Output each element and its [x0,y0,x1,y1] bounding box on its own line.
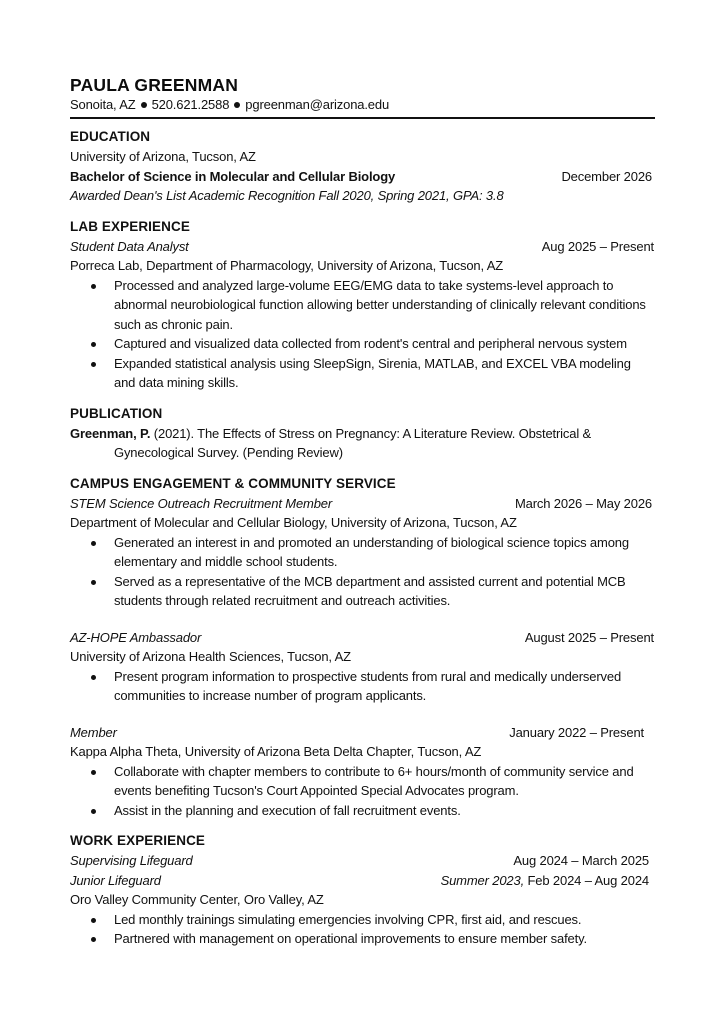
bullet-icon [91,770,96,775]
list-item: Led monthly trainings simulating emergencies involving CPR, first aid, and rescues. [70,910,654,930]
bullet-icon [91,675,96,680]
list-item: Expanded statistical analysis using SleepSign, Sirenia, MATLAB, and EXCEL VBA modeling and data mining skills. [70,354,654,393]
lab-date: Aug 2025 – Present [541,238,654,254]
list-item: Present program information to prospective students from rural and medically underserved communities to increase number of program applicants. [70,667,654,706]
spacer [70,706,654,723]
campus-role: STEM Science Outreach Recruitment Member [70,495,333,511]
header-divider [70,117,655,119]
work-role: Supervising Lifeguard [70,853,193,868]
campus-date: January 2022 – Present [509,724,644,740]
list-item: Partnered with management on operational improvements to ensure member safety. [70,929,654,949]
phone: 520.621.2588 [151,97,230,112]
work-org: Oro Valley Community Center, Oro Valley, AZ [70,892,324,907]
candidate-name: PAULA GREENMAN [70,75,239,95]
bullet-icon [91,342,96,347]
list-item: Collaborate with chapter members to contribute to 6+ hours/month of community service and events benefiting Tucson's Court Appointed Special Advocates program. [70,762,654,801]
lab-bullets [70,276,654,393]
campus-bullets [70,533,654,611]
campus-entry-header [70,723,654,743]
campus-date: August 2025 – Present [524,629,654,645]
education-degree: Bachelor of Science in Molecular and Cellular Biology [70,168,396,184]
campus-role: AZ-HOPE Ambassador [70,629,202,645]
bullet-separator-icon [141,102,147,108]
work-bullets [70,910,654,949]
section-title-campus-engagement: CAMPUS ENGAGEMENT & COMMUNITY SERVICE [70,475,396,491]
bullet-separator-icon [234,102,240,108]
bullet-icon [91,284,96,289]
publication-citation [70,424,654,463]
bullet-icon [91,580,96,585]
work-role: Junior Lifeguard [70,872,161,888]
education-honors: Awarded Dean's List Academic Recognition Fall 2020, Spring 2021, GPA: 3.8 [70,188,504,203]
bullet-icon [91,809,96,814]
work-date [441,871,654,891]
location: Sonoita, AZ [70,97,136,112]
section-title-education: EDUCATION [70,129,151,144]
work-role-row [70,851,654,871]
list-item: Captured and visualized data collected from rodent's central and peripheral nervous system [70,334,654,354]
spacer [70,611,654,628]
resume-page [70,74,654,949]
bullet-icon [91,362,96,367]
campus-bullets [70,762,654,821]
section-title-publication: PUBLICATION [70,405,163,421]
section-title-work-experience: WORK EXPERIENCE [70,833,206,848]
work-date-italic: Summer 2023, [440,872,525,888]
education-degree-row [70,167,654,187]
education-school: University of Arizona, Tucson, AZ [70,149,256,164]
lab-entry-header [70,237,654,257]
work-date-range: Feb 2024 – Aug 2024 [524,872,649,888]
section-title-lab-experience: LAB EXPERIENCE [70,218,190,234]
campus-date: March 2026 – May 2026 [514,495,652,511]
bullet-icon [91,541,96,546]
contact-line [70,96,654,114]
publication-author: Greenman, P. [70,425,151,441]
campus-role: Member [70,724,117,740]
lab-role: Student Data Analyst [70,238,189,254]
list-item: Served as a representative of the MCB department and assisted current and potential MCB students through related recruitment and outreach activities. [70,572,654,611]
bullet-icon [91,918,96,923]
lab-org: Porreca Lab, Department of Pharmacology, University of Arizona, Tucson, AZ [70,258,504,273]
education-date: December 2026 [561,168,652,184]
campus-org: University of Arizona Health Sciences, Tucson, AZ [70,649,351,664]
list-item: Generated an interest in and promoted an understanding of biological science topics among elementary and middle school students. [70,533,654,572]
campus-bullets [70,667,654,706]
work-role-row [70,871,654,891]
work-date: Aug 2024 – March 2025 [513,853,649,868]
publication-text: (2021). The Effects of Stress on Pregnancy: A Literature Review. Obstetrical & Gynecological Survey. (Pending Review) [114,425,592,460]
campus-entry-header [70,494,654,514]
campus-entry-header [70,628,654,648]
list-item: Assist in the planning and execution of fall recruitment events. [70,801,654,821]
campus-org: Kappa Alpha Theta, University of Arizona Beta Delta Chapter, Tucson, AZ [70,744,482,759]
email-link[interactable]: pgreenman@arizona.edu [245,97,390,112]
campus-org: Department of Molecular and Cellular Biology, University of Arizona, Tucson, AZ [70,515,517,530]
bullet-icon [91,937,96,942]
list-item: Processed and analyzed large-volume EEG/EMG data to take systems-level approach to abnormal neurobiological function allowing better understanding of clinically relevant conditions such as chronic pain. [70,276,654,335]
